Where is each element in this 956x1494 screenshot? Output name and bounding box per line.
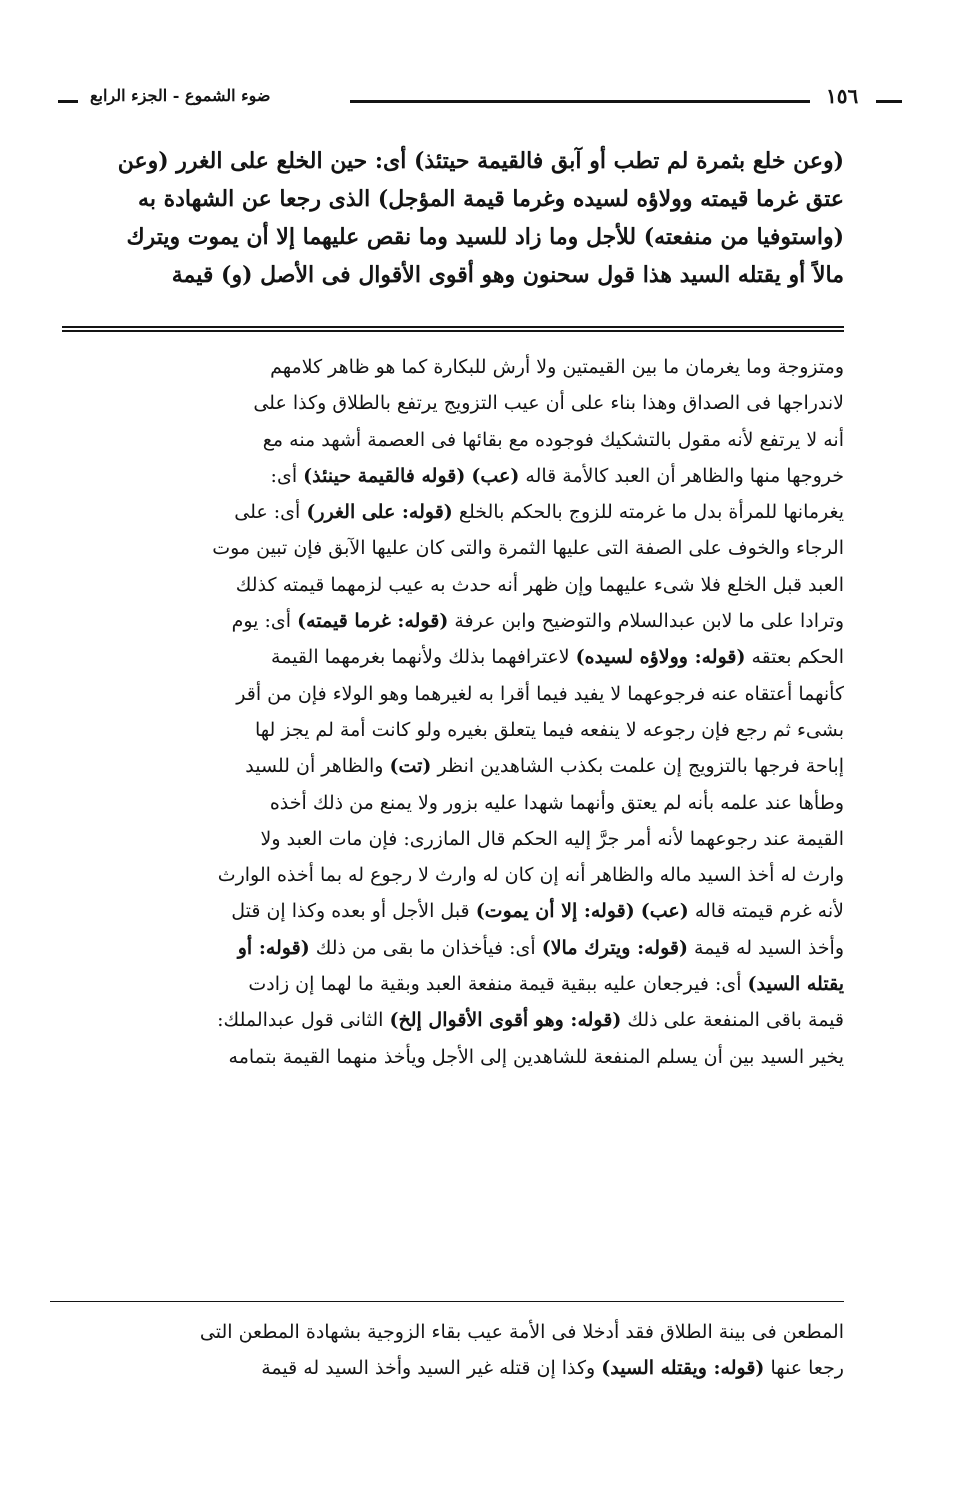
matn-line: (وعن خلع بثمرة لم تطب أو آبق فالقيمة حيتئذ) أى: حين الخلع على الغرر (وعن [117,148,844,174]
quoted-lemma: (قوله فالقيمة حينئذ) [303,464,466,487]
sharh-text-run: يغرمانها للمرأة بدل ما غرمته للزوج بالحكم بالخلع [458,501,844,524]
quoted-lemma: (قوله: ويقتله السيد) [601,1357,765,1379]
matn-text [50,142,844,294]
source-ref: (تت) [389,755,432,778]
sharh-text-run: قيمة باقى المنفعة على ذلك [627,1009,844,1032]
page-number: ١٥٦ [826,84,859,108]
matn-line: مالاً أو يقتله السيد هذا قول سحنون وهو أقوى الأقوال فى الأصل (و) قيمة [171,262,844,288]
sharh-line: وارث له أخذ السيد ماله والظاهر أنه إن كان له وارث لا رجوع له بما أخذه الوارث [217,864,844,887]
source-ref: (عب) [640,900,689,923]
sharh-text-run: الحكم بعتقه [751,646,844,669]
sharh-line: العبد قبل الخلع فلا شىء عليهما وإن ظهر أنه حدث به عيب لزمهما قيمته كذلك [235,573,844,596]
sharh-line [50,603,844,639]
sharh-line [50,494,844,530]
matn-separator [62,326,844,332]
sharh-text-run: أى: فيرجعان عليه ببقية قيمة منفعة العبد وبقية ما لهما إن زادت [248,973,742,996]
sharh-text-run: لأنه غرم قيمته قاله [694,900,844,923]
matn-line: عتق غرما قيمته وولاؤه لسيده وغرما قيمة المؤجل) الذى رجعا عن الشهادة به [138,186,844,212]
page-header [58,84,859,114]
sharh-line: وطأها عند علمه بأنه لم يعتق وأنهما شهدا عليه بزور ولا يمنع من ذلك أخذه [269,791,844,814]
sharh-line: لاندراجها فى الصداق وهذا بناء على أن عيب التزويج يرتفع بالطلاق وكذا على [253,392,844,415]
sharh-text-run: الثانى قول عبدالملك: [217,1009,384,1032]
sharh-line [50,893,844,929]
header-rule-left [58,100,78,103]
quoted-lemma: (قوله: غرما قيمته) [297,610,449,633]
sharh-line: ومتزوجة وما يغرمان ما بين القيمتين ولا أرش للبكارة كما هو ظاهر كلامهم [270,356,844,378]
header-rule-middle [350,100,810,103]
header-rule-right [876,100,902,103]
sharh-text-run: أى: يوم [231,610,292,633]
sharh-line [50,748,844,784]
sharh-line [50,458,844,494]
sharh-line [50,639,844,675]
sharh-text-run: أى: على [234,501,301,524]
hashiya-text [50,1314,844,1386]
quoted-lemma: (قوله: على الغرر) [306,501,453,524]
sharh-text-run: قبل الأجل أو بعده وكذا إن قتل [231,900,470,923]
quoted-lemma: (قوله: وهو أقوى الأقوال إلخ) [389,1009,622,1032]
hashiya-line [50,1350,844,1386]
hashiya-line: المطعن فى بينة الطلاق فقد أدخلا فى الأمة عيب بقاء الزوجية بشهادة المطعن التى [199,1321,844,1343]
quoted-lemma: (قوله: وولاؤه لسيده) [575,646,746,669]
sharh-line [50,966,844,1002]
sharh-text-run: إباحة فرجها بالتزويج إن علمت بكذب الشاهدين انظر [437,755,844,778]
quoted-lemma: (قوله: إلا أن يموت) [475,900,635,923]
sharh-text-run: لاعترافهما بذلك ولأنهما بغرمهما القيمة [271,646,570,669]
matn-line: (واستوفيا من منفعته) للأجل وما زاد للسيد وما نقص عليهما إلا أن يموت ويترك [126,224,844,250]
running-title: ضوء الشموع - الجزء الرابع [90,86,271,105]
sharh-line: كأنهما أعتقاه عنه فرجوعهما لا يفيد فيما أقرا به لغيرهما وهو الولاء فإن من أقر [236,682,844,705]
sharh-line: الرجاء والخوف على الصفة التى عليها الثمرة والتى كان عليها الآبق فإن تبين موت [212,537,844,560]
sharh-line [50,1002,844,1038]
sharh-text-run: خروجها منها والظاهر أن العبد كالأمة قاله [525,464,844,487]
sharh-text-run: والظاهر أن للسيد [245,755,384,778]
quoted-lemma: يقتله السيد) [747,973,844,996]
quoted-lemma: (قوله: ويترك مالا) [541,936,688,959]
sharh-line [50,930,844,966]
sharh-text-run: وأخذ السيد له قيمة [694,936,844,959]
sharh-line: بشىء ثم رجع فإن رجوعه لا ينفعه فيما يتعلق بغيره ولو كانت أمة لم يجز لها [254,718,844,741]
sharh-text [50,349,844,1075]
sharh-text-run: أى: فيأخذان ما بقى من ذلك [315,936,536,959]
sharh-line: يخير السيد بين أن يسلم المنفعة للشاهدين إلى الأجل ويأخذ منهما القيمة بتمامه [228,1045,844,1068]
sharh-line: أنه لا يرتفع لأنه مقول بالتشكيك فوجوده مع بقائها فى العصمة أشهد منه مع [262,428,844,451]
hashiya-text-run: وكذا إن قتله غير السيد وأخذ السيد له قيمة [261,1357,596,1379]
sharh-text-run: وترادا على ما لابن عبدالسلام والتوضيح وابن عرفة [454,610,844,633]
source-ref: (عب) [471,464,520,487]
sharh-text-run: أى: [270,464,298,487]
footnote-separator [50,1301,844,1302]
sharh-line: القيمة عند رجوعهما لأنه أمر جرَّ إليه الحكم قال المازرى: فإن مات العبد ولا [260,827,844,850]
quoted-lemma: (قوله: أو [237,936,310,959]
hashiya-text-run: رجعا عنها [770,1357,844,1379]
